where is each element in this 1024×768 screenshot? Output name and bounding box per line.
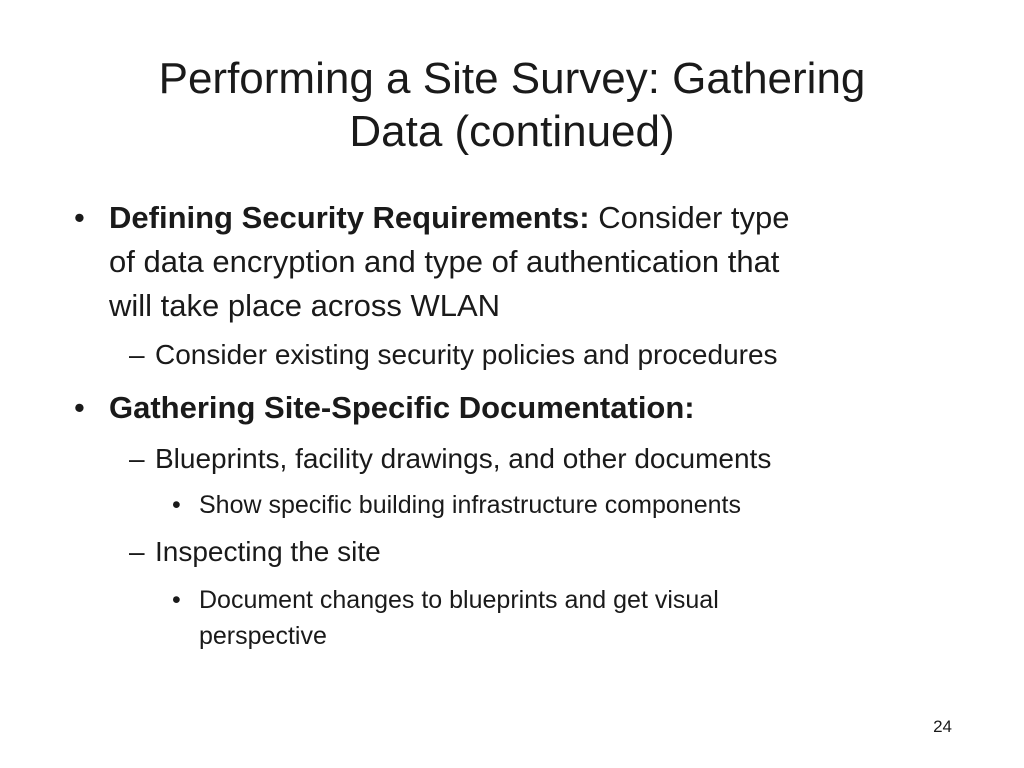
sub-sub-bullet-line-2: perspective (199, 622, 327, 650)
bullet-text (109, 196, 939, 328)
bullet-marker: • (74, 200, 85, 235)
sub-bullet-marker: – (129, 339, 145, 370)
sub-sub-bullet-text (199, 582, 959, 654)
bullet-marker: • (74, 390, 85, 425)
sub-bullet-marker: – (129, 443, 145, 474)
sub-bullet-text: Consider existing security policies and procedures (155, 339, 778, 370)
bullet-body: Consider type (589, 200, 790, 235)
sub-bullet-text: Inspecting the site (155, 536, 381, 567)
sub-sub-bullet-line-1: Document changes to blueprints and get visual (199, 586, 719, 614)
bullet-line-1 (109, 196, 939, 240)
bullet-line-3: will take place across WLAN (109, 288, 501, 323)
sub-bullet-marker: – (129, 536, 145, 567)
page-number: 24 (933, 717, 952, 736)
bullet-line-2: of data encryption and type of authentication that (109, 244, 780, 279)
sub-sub-bullet-text: Show specific building infrastructure components (199, 491, 741, 519)
sub-sub-bullet-marker: • (172, 586, 181, 614)
slide-title (40, 52, 984, 158)
slide-title-line-1: Performing a Site Survey: Gathering (158, 54, 866, 103)
sub-sub-bullet-marker: • (172, 491, 181, 519)
bullet-heading: Defining Security Requirements: (109, 200, 590, 235)
sub-bullet-text: Blueprints, facility drawings, and other documents (155, 443, 772, 474)
slide-title-line-2: Data (continued) (349, 107, 675, 156)
bullet-heading: Gathering Site-Specific Documentation: (109, 390, 695, 425)
